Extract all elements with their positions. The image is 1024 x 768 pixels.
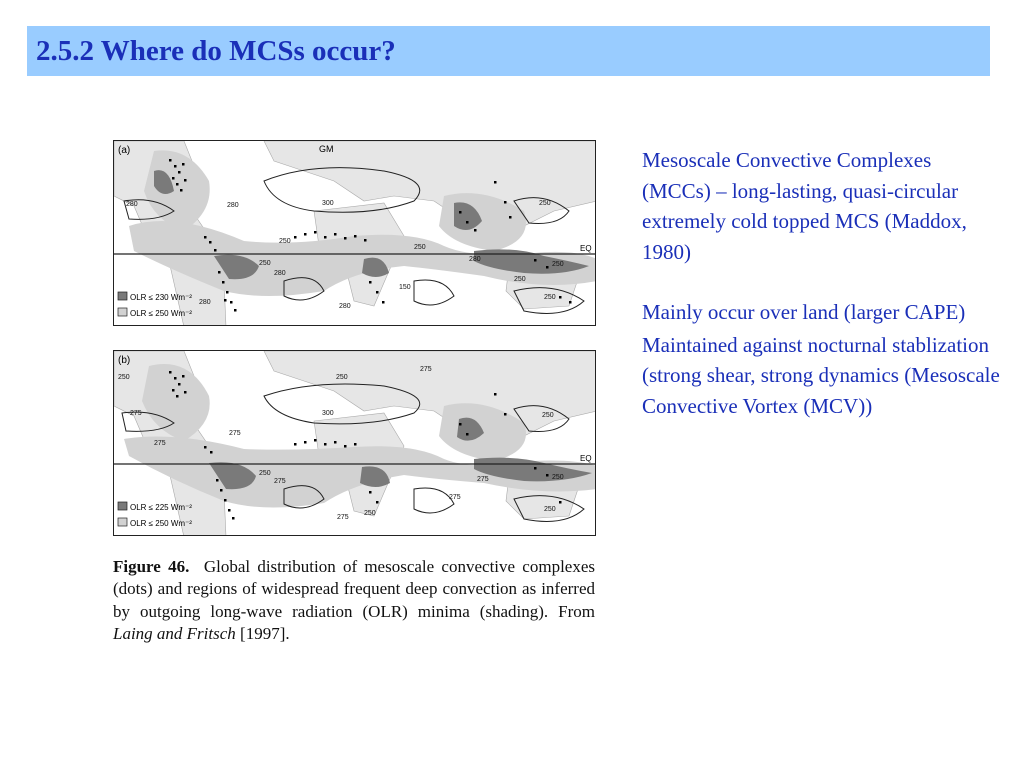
contour-label: 250 <box>542 412 554 419</box>
mcc-definition: Mesoscale Convective Complexes (MCCs) – long-lasting, quasi-circular extremely cold topped MCS (Maddox, 1980) <box>642 148 967 264</box>
occurrence-note: Mainly occur over land (larger CAPE) <box>642 300 966 324</box>
contour-label: 250 <box>552 474 564 481</box>
panel-a-label: (a) <box>118 145 131 156</box>
contour-label: 250 <box>539 200 551 207</box>
legend-swatch-light-a <box>118 308 127 316</box>
text-column <box>642 145 1002 421</box>
contour-label: 250 <box>552 261 564 268</box>
legend-label-b2: OLR ≤ 250 Wm⁻² <box>130 519 192 528</box>
eq-label-a: EQ <box>580 244 592 253</box>
contour-label: 280 <box>274 270 286 277</box>
contour-label: 275 <box>229 430 241 437</box>
contour-label: 275 <box>154 440 166 447</box>
legend-swatch-light-b <box>118 518 127 526</box>
contour-label: 250 <box>414 244 426 251</box>
contour-label: 150 <box>399 284 411 291</box>
figure-46 <box>113 140 596 536</box>
contour-label: 280 <box>199 299 211 306</box>
legend-swatch-dark-b <box>118 502 127 510</box>
map-a-graphic <box>114 141 596 326</box>
caption-citation: [1997]. <box>235 623 290 643</box>
caption-text: Global distribution of mesoscale convective complexes (dots) and regions of widespread frequent deep convection as inferred by outgoing long-wave radiation (OLR) minima (shading). From <box>113 557 595 621</box>
map-b-graphic <box>114 351 596 536</box>
contour-label: 250 <box>279 238 291 245</box>
panel-b-label: (b) <box>118 355 131 366</box>
contour-label: 275 <box>477 476 489 483</box>
title-bar <box>27 26 990 76</box>
legend-label-b1: OLR ≤ 225 Wm⁻² <box>130 503 192 512</box>
contour-label: 250 <box>336 374 348 381</box>
contour-label: 280 <box>227 202 239 209</box>
contour-label: 275 <box>420 366 432 373</box>
contour-label: 280 <box>469 256 481 263</box>
map-panel-b <box>113 350 596 536</box>
contour-label: 250 <box>259 260 271 267</box>
legend-swatch-dark-a <box>118 292 127 300</box>
contour-label: 250 <box>118 374 130 381</box>
slide-title: 2.5.2 Where do MCSs occur? <box>36 35 396 67</box>
contour-label: 250 <box>514 276 526 283</box>
contour-label: 250 <box>544 294 556 301</box>
contour-label: 275 <box>449 494 461 501</box>
legend-label-a1: OLR ≤ 230 Wm⁻² <box>130 293 192 302</box>
contour-label: 300 <box>322 200 334 207</box>
contour-label: 250 <box>544 506 556 513</box>
contour-label: 250 <box>259 470 271 477</box>
contour-label: 275 <box>130 410 142 417</box>
contour-label: 250 <box>364 510 376 517</box>
contour-label: 280 <box>339 303 351 310</box>
contour-label: 280 <box>126 201 138 208</box>
contour-label: 275 <box>274 478 286 485</box>
figure-caption <box>113 556 595 645</box>
caption-authors: Laing and Fritsch <box>113 623 236 643</box>
contour-label: 275 <box>337 514 349 521</box>
map-panel-a <box>113 140 596 326</box>
land-eurasia <box>264 141 596 226</box>
legend-label-a2: OLR ≤ 250 Wm⁻² <box>130 309 192 318</box>
caption-label: Figure 46. <box>113 557 190 576</box>
gm-label: GM <box>319 144 334 154</box>
maintenance-note: Maintained against nocturnal stablization (strong shear, strong dynamics (Mesoscale Convective Vortex (MCV)) <box>642 332 1000 418</box>
contour-label: 300 <box>322 410 334 417</box>
eq-label-b: EQ <box>580 454 592 463</box>
